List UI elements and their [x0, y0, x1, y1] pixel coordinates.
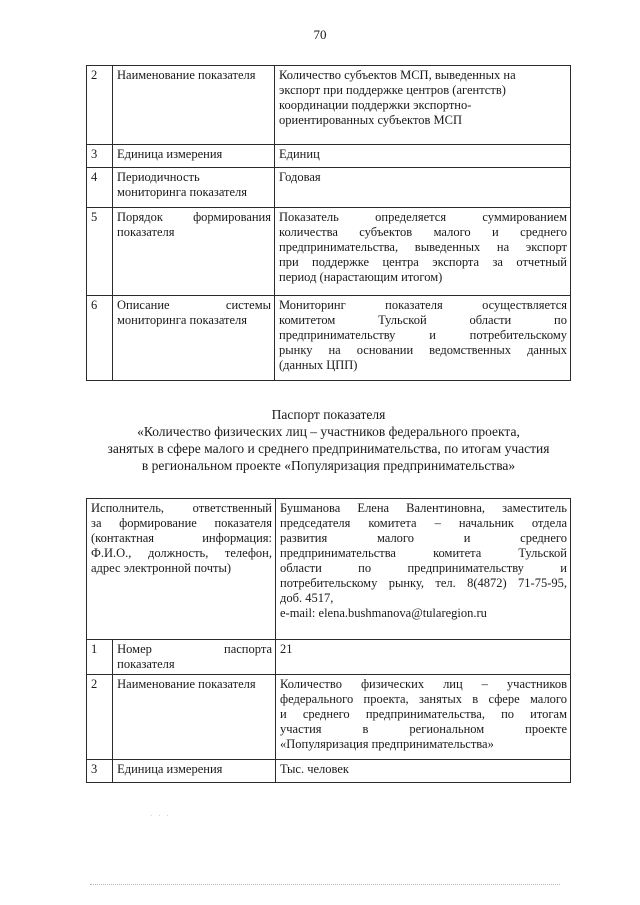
- indicator-passport-table: [86, 498, 571, 783]
- row-number: 1: [87, 640, 113, 675]
- responsible-value: Бушманова Елена Валентиновна, заместитель председателя комитета – начальник отдела развития малого и среднего предпринимательства комитета Тульской области по предпринимательству и потребительскому рынку, тел. 8(4872) 71-75-95, доб. 4517, e-mail: elena.bushmanova@tularegion.ru: [276, 499, 571, 640]
- row-label: Наименование показателя: [113, 66, 275, 145]
- row-value: Количество физических лиц – участников федерального проекта, занятых в сфере малого и среднего предпринимательства, по итогам участия в региональном проекте «Популяризация предпринимательства»: [276, 675, 571, 760]
- row-label: Описание системы мониторинга показателя: [113, 296, 275, 381]
- scan-speck: · · ·: [150, 812, 171, 820]
- row-value: Мониторинг показателя осуществляется комитетом Тульской области по предпринимательству и потребительскому рынку на основании ведомственных данных (данных ЦПП): [275, 296, 571, 381]
- responsible-label: Исполнитель, ответственный за формирование показателя (контактная информация: Ф.И.О., должность, телефон, адрес электронной почты): [87, 499, 276, 640]
- row-value: Единиц: [275, 145, 571, 168]
- row-label: Наименование показателя: [113, 675, 276, 760]
- table-row: [87, 208, 571, 296]
- row-label: Единица измерения: [113, 145, 275, 168]
- row-value: Тыс. человек: [276, 760, 571, 783]
- heading-line: в региональном проекте «Популяризация предпринимательства»: [141, 458, 516, 473]
- table-row: [87, 640, 571, 675]
- heading-line: занятых в сфере малого и среднего предпринимательства, по итогам участия: [107, 441, 550, 456]
- table-row: [87, 66, 571, 145]
- row-label: Периодичность мониторинга показателя: [113, 168, 275, 208]
- table-row: [87, 499, 571, 640]
- row-number: 5: [87, 208, 113, 296]
- row-number: 2: [87, 66, 113, 145]
- email-link: e-mail: elena.bushmanova@tularegion.ru: [280, 606, 487, 620]
- row-label: Порядок формирования показателя: [113, 208, 275, 296]
- row-number: 4: [87, 168, 113, 208]
- table-row: [87, 145, 571, 168]
- indicator-table-continued: [86, 65, 571, 381]
- row-value: Количество субъектов МСП, выведенных на экспорт при поддержке центров (агентств) координации поддержки экспортно- ориентированных субъектов МСП: [275, 66, 571, 145]
- row-number: 2: [87, 675, 113, 760]
- row-value: Показатель определяется суммированием количества субъектов малого и среднего предпринимательства, выведенных на экспорт при поддержке центра экспорта за отчетный период (нарастающим итогом): [275, 208, 571, 296]
- passport-heading: [86, 406, 571, 474]
- table-row: [87, 168, 571, 208]
- row-value: 21: [276, 640, 571, 675]
- table-row: [87, 760, 571, 783]
- heading-title: Паспорт показателя: [271, 407, 386, 422]
- heading-line: «Количество физических лиц – участников федерального проекта,: [137, 424, 520, 439]
- row-label: Единица измерения: [113, 760, 276, 783]
- row-number: 6: [87, 296, 113, 381]
- row-value: Годовая: [275, 168, 571, 208]
- row-number: 3: [87, 145, 113, 168]
- page-number: 70: [313, 27, 327, 42]
- row-number: 3: [87, 760, 113, 783]
- row-label: Номер паспорта показателя: [113, 640, 276, 675]
- table-row: [87, 675, 571, 760]
- scan-dotted-line: [90, 884, 560, 886]
- table-row: [87, 296, 571, 381]
